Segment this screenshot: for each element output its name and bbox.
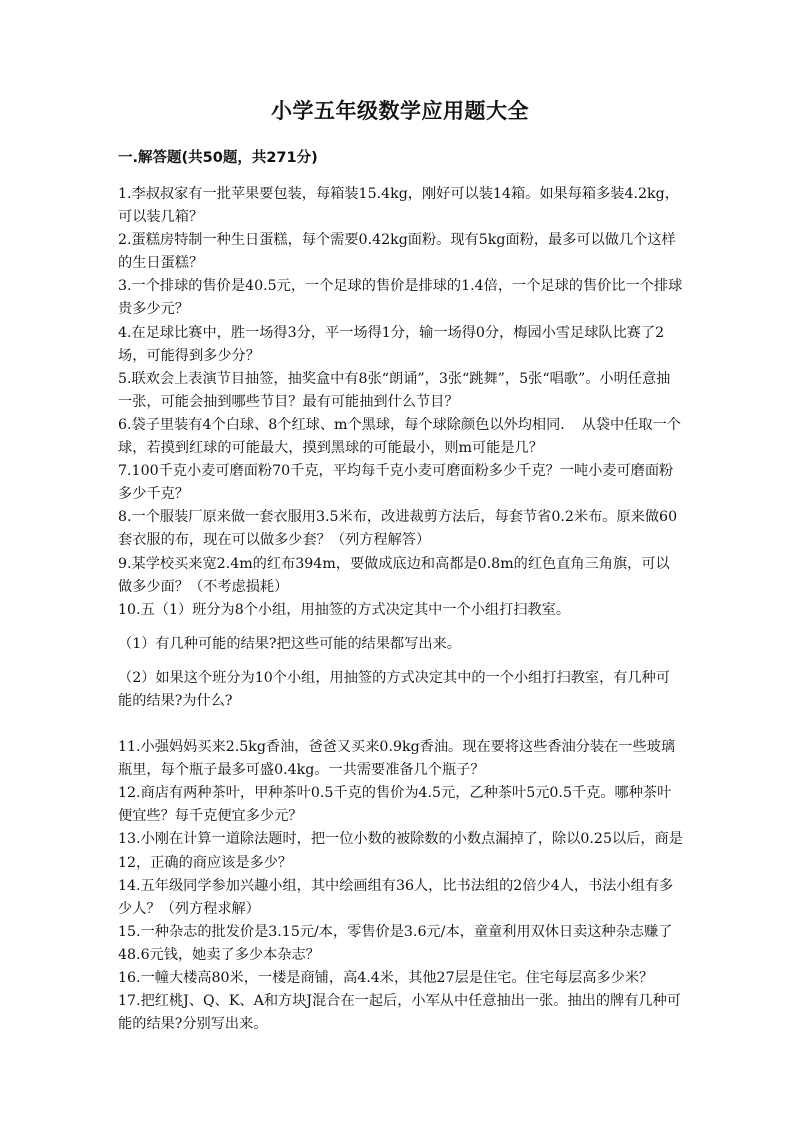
question-2: 2.蛋糕房特制一种生日蛋糕，每个需要0.42kg面粉。现有5kg面粉，最多可以做几个这样的生日蛋糕？ [118,232,676,272]
page-title: 小学五年级数学应用题大全 [271,99,529,123]
question-13: 13.小刚在计算一道除法题时，把一位小数的被除数的小数点漏掉了，除以0.25以后，商是12，正确的商应该是多少？ [118,831,683,871]
question-16: 16.一幢大楼高80米，一楼是商铺，高4.4米，其他27层是住宅。住宅每层高多少米？ [118,970,654,986]
question-5: 5.联欢会上表演节目抽签，抽奖盒中有8张“朗诵”，3张“跳舞”，5张“唱歌”。小明任意抽一张，可能会抽到哪些节目？最有可能抽到什么节目？ [118,370,671,410]
question-1: 1.李叔叔家有一批苹果要包装，每箱装15.4kg，刚好可以装14箱。如果每箱多装4.2kg，可以装几箱？ [118,186,679,226]
question-7: 7.100千克小麦可磨面粉70千克，平均每千克小麦可磨面粉多少千克？一吨小麦可磨面粉多少千克？ [118,463,674,503]
question-12: 12.商店有两种茶叶，甲种茶叶0.5千克的售价为4.5元，乙种茶叶5元0.5千克。哪种茶叶便宜些？每千克便宜多少元？ [118,785,672,825]
question-10: 10.五（1）班分为8个小组，用抽签的方式决定其中一个小组打扫教室。 [118,601,571,618]
question-14: 14.五年级同学参加兴趣小组，其中绘画组有36人，比书法组的2倍少4人，书法小组有多少人？（列方程求解） [118,877,674,917]
question-9: 9.某学校买来宽2.4m的红布394m，要做成底边和高都是0.8m的红色直角三角旗，可以做多少面？（不考虑损耗） [118,555,670,595]
question-4: 4.在足球比赛中，胜一场得3分，平一场得1分，输一场得0分，梅园小雪足球队比赛了2场，可能得到多少分？ [118,324,665,364]
question-list [118,183,683,1036]
question-6: 6.袋子里装有4个白球、8个红球、m个黑球，每个球除颜色以外均相同． 从袋中任取一个球，若摸到红球的可能最大，摸到黑球的可能最小，则m可能是几？ [118,416,681,457]
question-15: 15.一种杂志的批发价是3.15元/本，零售价是3.6元/本，童童利用双休日卖这种杂志赚了48.6元钱，她卖了多少本杂志？ [118,923,673,963]
question-3: 3.一个排球的售价是40.5元，一个足球的售价是排球的1.4倍，一个足球的售价比一个排球贵多少元？ [118,278,683,318]
section-heading: 一.解答题(共50题，共271分) [118,150,318,166]
question-10-part-1: （1）有几种可能的结果?把这些可能的结果都写出来。 [118,635,461,652]
question-8: 8.一个服装厂原来做一套衣服用3.5米布，改进裁剪方法后，每套节省0.2米布。原来做60套衣服的布，现在可以做多少套？（列方程解答） [118,509,678,549]
question-11: 11.小强妈妈买来2.5kg香油，爸爸又买来0.9kg香油。现在要将这些香油分装在一些玻璃瓶里，每个瓶子最多可盛0.4kg。一共需要准备几个瓶子？ [118,739,676,779]
question-17: 17.把红桃J、Q、K、A和方块J混合在一起后，小军从中任意抽出一张。抽出的牌有几种可能的结果?分别写出来。 [118,993,681,1033]
question-10-part-2: （2）如果这个班分为10个小组，用抽签的方式决定其中的一个小组打扫教室，有几种可能的结果?为什么? [118,669,671,709]
